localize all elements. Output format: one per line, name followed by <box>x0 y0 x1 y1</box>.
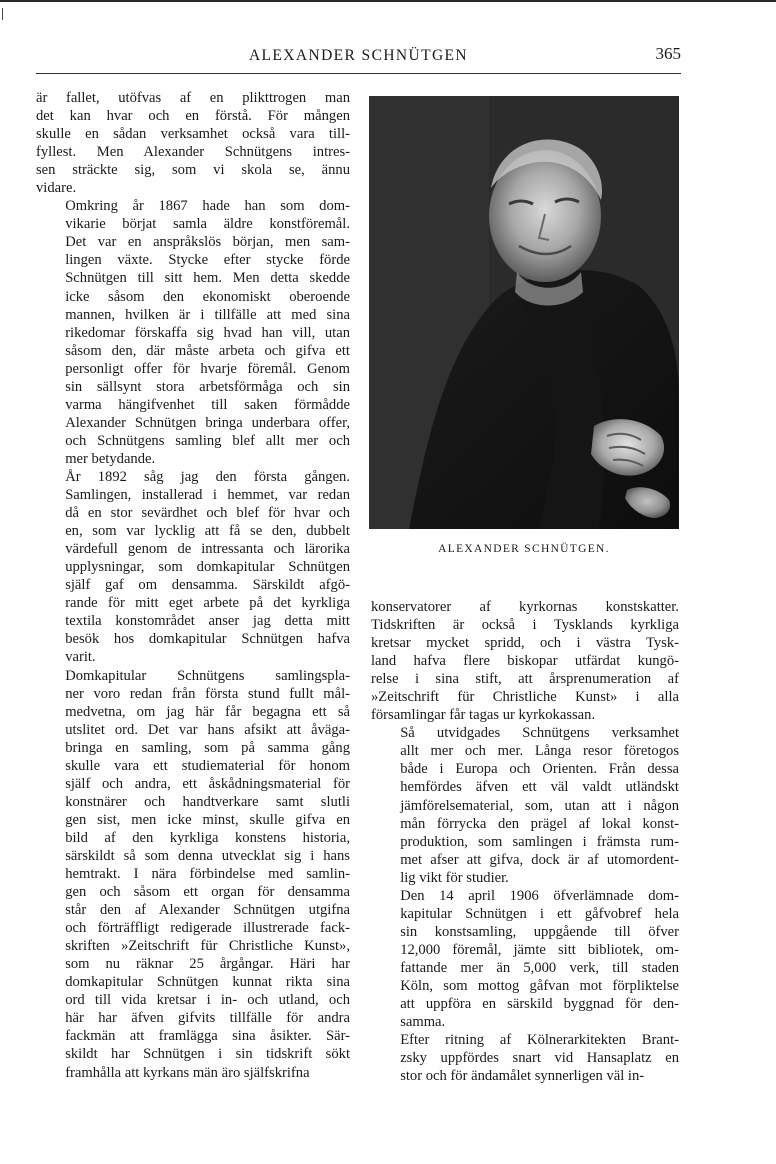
text-line: utslitet ord. Det var hans afsikt att åväga- <box>65 721 350 738</box>
text-line: jämförelsematerial, som, utan att i någon <box>400 797 679 814</box>
text-line: 12,000 föremål, jämte sitt bibliotek, om- <box>400 941 679 958</box>
text-line: gen sist, men icke minst, skulle gifva en <box>65 811 350 828</box>
text-line: varma hängifvenhet till saken förmådde <box>65 396 350 413</box>
text-line: bringa en samling, som på samma gång <box>65 739 350 756</box>
text-line: församlingar får tagas ur kyrkokassan. <box>371 707 596 724</box>
text-line: lingen växte. Stycke efter stycke förde <box>65 252 350 269</box>
text-line: rande för mitt eget arbete på det kyrkliga <box>65 595 350 612</box>
text-line: Efter ritning af Kölnerarkitekten Brant- <box>400 1032 679 1049</box>
text-line: hemtrakt. I nära förbindelse med samlin- <box>65 866 350 883</box>
text-line: personligt offer för hvarje föremål. Genom <box>65 360 350 377</box>
paragraph <box>371 887 679 1031</box>
header-rule <box>36 73 681 74</box>
text-line: och Schnütgens samling blef allt mer och <box>65 432 350 449</box>
text-line: sin konstsamling, uppgående till öfver <box>400 923 679 940</box>
text-line: besök hos domkapitular Schnütgen hafva <box>65 631 350 648</box>
text-column-right <box>371 598 679 1085</box>
paragraph <box>371 1031 679 1085</box>
paragraph <box>371 598 679 724</box>
paragraph <box>36 89 350 197</box>
page-top-rule <box>0 0 776 2</box>
text-line: År 1892 såg jag den första gången. <box>65 468 350 485</box>
text-line: ord till vida kretsar i in- och utland, och <box>65 992 350 1009</box>
text-column-left <box>36 89 350 1082</box>
running-header <box>36 44 681 74</box>
paragraph <box>36 197 350 468</box>
text-line: mannen, hvilken är i tillfälle att med sina <box>65 306 350 323</box>
text-line: hemfördes äfven ett väl valdt utländskt <box>400 779 679 796</box>
text-line: skulle vara ett studiematerial för honom <box>65 757 350 774</box>
text-line: Den 14 april 1906 öfverlämnade dom- <box>400 887 679 904</box>
text-line: mån förrycka den prägel af lokal konst- <box>400 815 679 832</box>
paragraph <box>36 468 350 667</box>
text-line: själf gaf om densamma. Särskildt afgö- <box>65 577 350 594</box>
text-line: en, som var lycklig att få se den, dubbelt <box>65 523 350 540</box>
text-line: kapitular Schnütgen i ett gåfvobref hela <box>400 905 679 922</box>
text-line: är fallet, utöfvas af en plikttrogen man <box>36 90 350 106</box>
paragraph <box>371 724 679 886</box>
text-line: här har äfven gifvits tillfälle för andra <box>65 1010 350 1027</box>
text-line: allt mer och mer. Långa resor företogos <box>400 743 679 760</box>
text-line: mer betydande. <box>65 450 156 467</box>
text-line: vikarie börjat samla äldre konstföremål. <box>65 216 350 233</box>
text-line: domkapitular Schnütgen kunnat rikta sina <box>65 974 350 991</box>
text-line: sen sträckte sig, som vi skola se, ännu <box>36 162 350 179</box>
text-line: skulle en sådan verksamhet också vara till- <box>36 126 350 143</box>
text-line: Omkring år 1867 hade han som dom- <box>65 198 350 215</box>
text-line: ner voro redan från första stund fullt mål- <box>65 685 350 702</box>
text-line: Tidskriften är också i Tysklands kyrkliga <box>371 617 679 634</box>
text-line: och förträffligt redigerade illustrerade fack- <box>65 920 350 937</box>
paragraph <box>36 667 350 1082</box>
text-line: textila konstområdet anser jag detta mitt <box>65 613 350 630</box>
text-line: konstnärer och handtverkare samt slutli <box>65 793 350 810</box>
text-line: Alexander Schnütgen bringa underbara offer, <box>65 414 350 431</box>
text-line: värdefull genom de intressanta och lärorika <box>65 541 350 558</box>
text-line: Domkapitular Schnütgens samlingspla- <box>65 667 350 684</box>
text-line: konservatorer af kyrkornas konstskatter. <box>371 599 679 615</box>
text-line: vidare. <box>36 180 77 197</box>
text-line: fackmän att framlägga sina åsikter. Sär- <box>65 1028 350 1045</box>
text-line: lig vikt för studier. <box>400 869 509 886</box>
text-line: skildt har Schnütgen i sin tidskrift sökt <box>65 1046 350 1063</box>
text-line: bild af den kyrkliga konstens historia, <box>65 829 350 846</box>
portrait-photograph <box>369 96 679 529</box>
text-line: Schnütgen till sitt hem. Men detta skedde <box>65 270 350 287</box>
text-line: själf och andra, ett åskådningsmaterial för <box>65 775 350 792</box>
text-line: såsom den, där måste arbeta och gifva ett <box>65 342 350 359</box>
text-line: produktion, som samlingen i främsta rum- <box>400 833 679 850</box>
portrait-illustration <box>369 96 679 529</box>
text-line: fyllest. Men Alexander Schnütgens intres- <box>36 144 350 161</box>
text-line: icke såsom den ekonomiskt oberoende <box>65 288 350 305</box>
text-line: framhålla att kyrkans män äro själfskrifna <box>65 1064 310 1081</box>
figure-caption: ALEXANDER SCHNÜTGEN. <box>438 543 610 555</box>
text-line: som nu räknar 25 årgångar. Häri har <box>65 956 350 973</box>
text-line: samma. <box>400 1014 446 1031</box>
text-line: varit. <box>65 649 96 666</box>
text-line: sin sällsynt stora arbetsförmåga och sin <box>65 378 350 395</box>
text-line: land hafva flere biskopar utfärdat kungö- <box>371 653 679 670</box>
text-line: fattande mer än 5,000 verk, till staden <box>400 959 679 976</box>
text-line: Köln, som mottog gåfvan mot förpliktelse <box>400 977 679 994</box>
page-edge-mark <box>2 8 3 20</box>
text-line: Det var en anspråkslös början, men sam- <box>65 234 350 251</box>
text-line: relse i sina stift, att årsprenumeration af <box>371 671 679 688</box>
text-line: står den af Alexander Schnütgen utgifna <box>65 902 350 919</box>
text-line: »Zeitschrift für Christliche Kunst» i alla <box>371 689 679 706</box>
text-line: då en stor sevärdhet och blef för hvar och <box>65 505 350 522</box>
text-line: både i Europa och Orienten. Från dessa <box>400 761 679 778</box>
text-line: Samlingen, installerad i hemmet, var redan <box>65 487 350 504</box>
running-title: ALEXANDER SCHNÜTGEN <box>248 47 469 64</box>
text-line: stor och för ändamålet synnerligen väl in- <box>400 1068 645 1085</box>
text-line: rikedomar förskaffa sig hvad han vill, utan <box>65 324 350 341</box>
text-line: Så utvidgades Schnütgens verksamhet <box>400 725 679 742</box>
text-line: skriften »Zeitschrift für Christliche Kunst», <box>65 938 350 955</box>
page-number: 365 <box>655 44 681 63</box>
text-line: medvetna, om jag här får begagna ett så <box>65 703 350 720</box>
text-line: det kan hvar och en förstå. För mången <box>36 108 350 125</box>
text-line: zsky uppfördes snart vid Hansaplatz en <box>400 1050 679 1067</box>
text-line: kretsar mycket spridd, och i västra Tysk- <box>371 635 679 652</box>
text-line: gen och såsom ett organ för densamma <box>65 884 350 901</box>
text-line: särskildt så som denna utvecklat sig i hans <box>65 847 350 864</box>
text-line: upplysningar, som domkapitular Schnütgen <box>65 559 350 576</box>
text-line: met afser att gifva, dock är af utomordent- <box>400 851 679 868</box>
text-line: att uppföra en särskild byggnad för den- <box>400 996 679 1013</box>
